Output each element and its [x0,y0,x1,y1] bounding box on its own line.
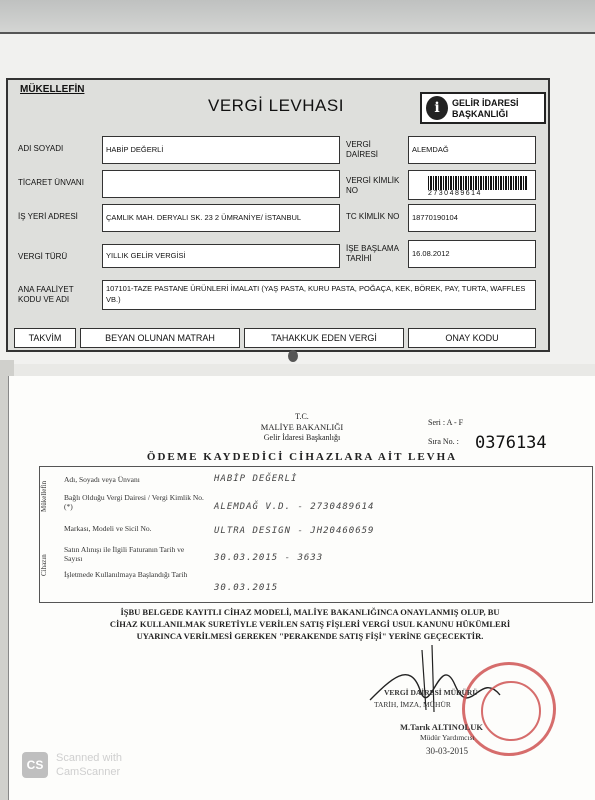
faaliyet-field: 107101-TAZE PASTANE ÜRÜNLERİ İMALATI (YAŞ PASTA, KURU PASTA, POĞAÇA, KEK, BÖREK, PAY, TURTA, WAFFLES VB.) [102,280,536,310]
gib-logo-line1: GELİR İDARESİ [452,98,519,108]
vergi-kimlik-number: 2730489614 [428,190,482,197]
tc-kimlik-field: 18770190104 [408,204,536,232]
ise-baslama-label-1: İŞE BAŞLAMA [346,244,399,253]
row-adi-label: Adı, Soyadı veya Ünvanı [64,475,140,484]
onay-kodu-cell: ONAY KODU [408,328,536,348]
ise-baslama-field: 16.08.2012 [408,240,536,268]
tc-kimlik-label: TC KİMLİK NO [346,212,400,221]
vergi-kimlik-barcode [428,176,528,190]
ticaret-unvani-label: TİCARET ÜNVANI [18,178,84,187]
row-baslama-value: 30.03.2015 [214,583,279,593]
vergi-kimlik-label-1: VERGİ KİMLİK [346,176,400,185]
declaration-line-1: İŞBU BELGEDE KAYITLI CİHAZ MODELİ, MALİYE BAKANLIĞINCA ONAYLANMIŞ OLUP, BU [120,607,500,617]
sira-number: 0376134 [475,433,547,453]
tarih-imza-label: TARİH, İMZA, MÜHÜR [374,700,451,709]
bakanlik-text: MALİYE BAKANLIĞI [260,422,344,432]
vergi-turu-label: VERGİ TÜRÜ [18,252,68,261]
tahakkuk-vergi-cell: TAHAKKUK EDEN VERGİ [244,328,404,348]
vergi-dairesi-muduru: VERGİ DAİRESİ MÜDÜRÜ [384,688,478,697]
punch-hole [288,350,298,362]
vergi-levhasi-title: VERGİ LEVHASI [208,96,344,115]
signer-name: M.Tarık ALTINOLUK [400,722,483,732]
vergi-kimlik-label-2: NO [346,186,358,195]
seri-label: Seri : A - F [428,418,464,427]
row-fatura-value: 30.03.2015 - 3633 [214,553,324,563]
row-vd-label: Bağlı Olduğu Vergi Dairesi / Vergi Kimlik No.(*) [64,493,204,511]
baskanlik-text: Gelir İdaresi Başkanlığı [263,433,341,442]
row-marka-label: Markası, Modeli ve Sicil No. [64,524,152,533]
signer-title: Müdür Yardımcısı [420,733,475,742]
faaliyet-label-1: ANA FAALİYET [18,285,74,294]
vergi-dairesi-label-2: DAİRESİ [346,150,379,159]
mukellefin-header: MÜKELLEFİN [20,84,85,95]
row-adi-value: HABİP DEĞERLİ [214,474,298,484]
sira-label: Sıra No. : [428,437,459,446]
beyan-matrah-cell: BEYAN OLUNAN MATRAH [80,328,240,348]
adi-soyadi-label: ADI SOYADI [18,144,64,153]
official-seal [462,662,556,756]
odeme-title: ÖDEME KAYDEDİCİ CİHAZLARA AİT LEVHA [146,451,458,463]
vergi-turu-field: YILLIK GELİR VERGİSİ [102,244,340,268]
approval-date: 30-03-2015 [426,746,468,756]
ise-baslama-label-2: TARİHİ [346,254,372,263]
camscanner-icon: CS [22,752,48,778]
vergi-dairesi-field: ALEMDAĞ [408,136,536,164]
vergi-dairesi-label-1: VERGİ [346,140,371,149]
takvim-cell: TAKVİM [14,328,76,348]
adi-soyadi-field: HABİP DEĞERLİ [102,136,340,164]
tc-text: T.C. [295,412,309,421]
row-vd-value: ALEMDAĞ V.D. - 2730489614 [214,502,375,512]
ticaret-unvani-field [102,170,340,198]
is-yeri-field: ÇAMLIK MAH. DERYALI SK. 23 2 ÜMRANİYE/ İSTANBUL [102,204,340,232]
gib-logo-icon: i [426,96,448,120]
declaration-line-2: CİHAZ KULLANILMAK SURETİYLE VERİLEN SATIŞ FİŞLERİ VERGİ USUL KANUNU HÜKÜMLERİ [109,619,511,629]
declaration-line-3: UYARINCA VERİLMESİ GEREKEN "PERAKENDE SATIŞ FİŞİ" YERİNE GEÇECEKTİR. [136,631,484,641]
row-marka-value: ULTRA DESIGN - JH20460659 [214,526,375,536]
watermark-line1: Scanned with [56,752,123,764]
section-mukellefin: Mükellefin [40,480,48,512]
row-fatura-label: Satın Alınışı ile İlgili Faturanın Tarih ve Sayısı [64,545,185,563]
gib-logo [420,92,546,124]
watermark-line2: CamScanner [56,766,121,778]
row-baslama-label: İşletmede Kullanılmaya Başlandığı Tarih [64,570,188,579]
section-cihazin: Cihazın [40,554,48,576]
is-yeri-label: İŞ YERİ ADRESİ [18,212,78,221]
gib-logo-line2: BAŞKANLIĞI [452,109,508,119]
faaliyet-label-2: KODU VE ADI [18,295,70,304]
